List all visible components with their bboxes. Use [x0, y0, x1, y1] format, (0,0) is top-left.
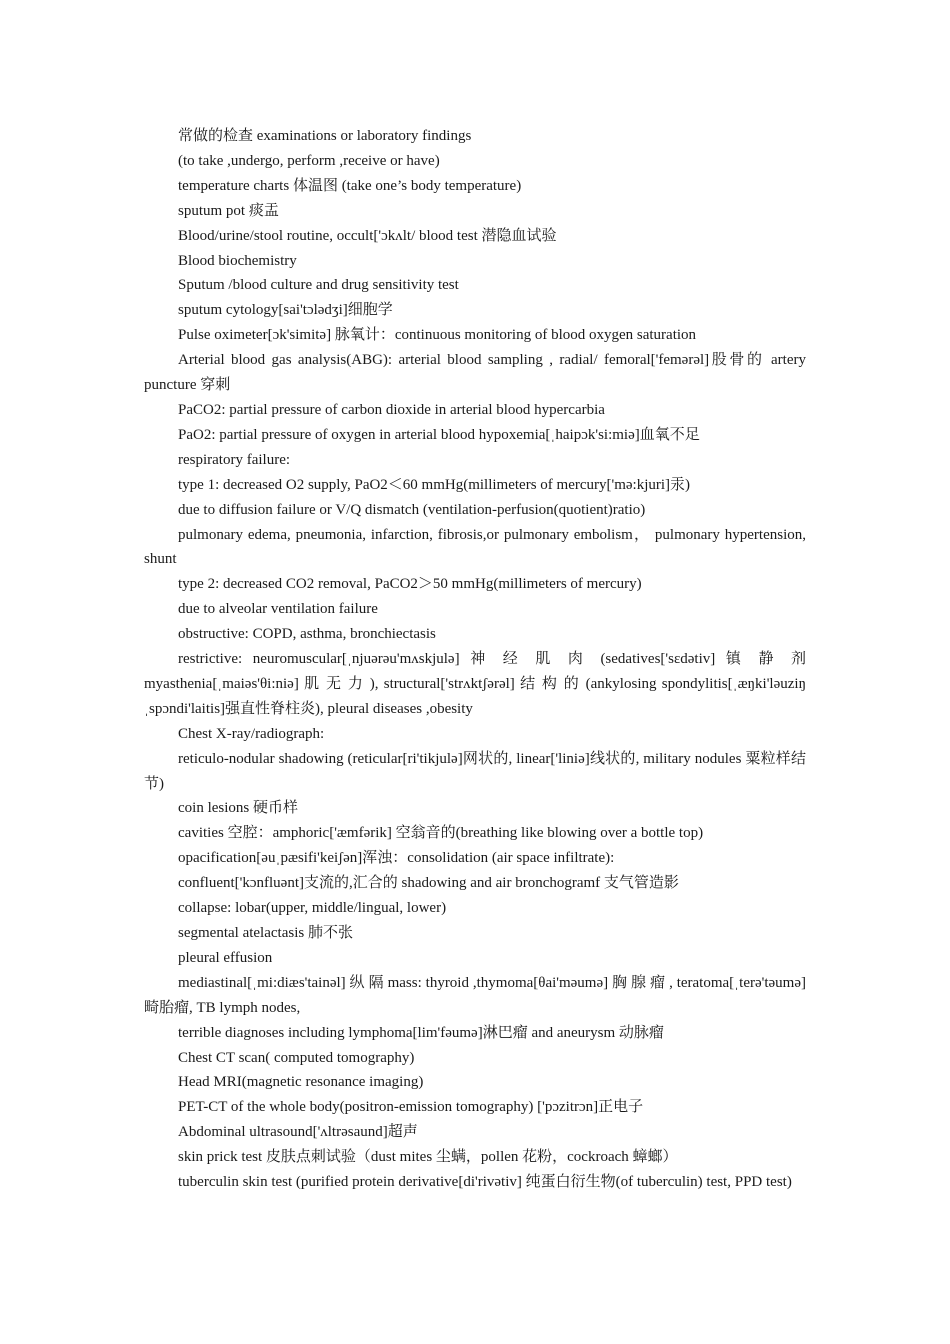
text-line-restrictive: restrictive: neuromuscular[ˌnjuərəu'mʌskjulə] 神 经 肌 肉 (sedatives['sɛdətiv] 镇 静 剂 myasthenia[ˌmaiəs'θi:niə] 肌 无 力 ), structural['strʌktʃərəl] 结 构 的 (ankylosing spondylitis[ˌæŋki'ləuziŋˌspɔndi'laitis]强直性脊柱炎), pleural diseases ,obesity	[144, 651, 806, 717]
text-line-type-2: type 2: decreased CO2 removal, PaCO2＞50 mmHg(millimeters of mercury)	[178, 576, 642, 593]
text-line-pao2: PaO2: partial pressure of oxygen in arterial blood hypoxemia[ˌhaipɔk'si:miə]血氧不足	[178, 426, 700, 443]
document-body	[144, 124, 806, 1195]
text-line-type-1: type 1: decreased O2 supply, PaO2＜60 mmHg(millimeters of mercury['mə:kjuri]汞)	[178, 476, 691, 493]
text-line-collapse: collapse: lobar(upper, middle/lingual, lower)	[178, 900, 447, 917]
text-line-pet-ct: PET-CT of the whole body(positron-emission tomography) ['pɔzitrɔn]正电子	[178, 1099, 644, 1116]
text-line-pulmonary-edema: pulmonary edema, pneumonia, infarction, fibrosis,or pulmonary embolism， pulmonary hypertension, shunt	[144, 526, 806, 568]
text-line-culture-test: Sputum /blood culture and drug sensitivity test	[178, 277, 459, 294]
text-line-chest-xray: Chest X-ray/radiograph:	[178, 725, 325, 742]
text-line-tuberculin-test: tuberculin skin test (purified protein derivative[di'rivətiv] 纯蛋白衍生物(of tuberculin) test, PPD test)	[178, 1174, 792, 1191]
text-line-reticulo-nodular: reticulo-nodular shadowing (reticular[ri'tikjulə]网状的, linear['liniə]线状的, military nodules 粟粒样结节)	[144, 750, 806, 792]
text-line-abdominal-ultrasound: Abdominal ultrasound['ʌltrəsaund]超声	[178, 1124, 418, 1141]
text-line-verbs: (to take ,undergo, perform ,receive or have)	[178, 152, 440, 169]
text-line-examinations-heading: 常做的检查 examinations or laboratory findings	[178, 128, 472, 144]
text-line-paco2: PaCO2: partial pressure of carbon dioxide in arterial blood hypercarbia	[178, 401, 605, 418]
text-line-diffusion-failure: due to diffusion failure or V/Q dismatch (ventilation-perfusion(quotient)ratio)	[178, 501, 646, 518]
text-line-sputum-pot: sputum pot 痰盂	[178, 202, 279, 219]
text-line-temperature-charts: temperature charts 体温图 (take one’s body temperature)	[178, 177, 522, 194]
text-line-head-mri: Head MRI(magnetic resonance imaging)	[178, 1074, 424, 1091]
text-line-mediastinal-mass: mediastinal[ˌmi:diæs'tainəl] 纵 隔 mass: thyroid ,thymoma[θai'məumə] 胸 腺 瘤 , teratoma[ˌterə'təumə]畸胎瘤, TB lymph nodes,	[144, 974, 806, 1016]
text-line-coin-lesions: coin lesions 硬币样	[178, 800, 298, 817]
text-line-blood-biochemistry: Blood biochemistry	[178, 252, 297, 269]
text-line-cavities: cavities 空腔：amphoric['æmfərik] 空翁音的(breathing like blowing over a bottle top)	[178, 825, 704, 842]
text-line-respiratory-failure: respiratory failure:	[178, 451, 291, 468]
text-line-chest-ct: Chest CT scan( computed tomography)	[178, 1049, 415, 1066]
text-line-segmental-atelactasis: segmental atelactasis 肺不张	[178, 925, 353, 941]
text-line-skin-prick-test: skin prick test 皮肤点刺试验（dust mites 尘螨，pollen 花粉，cockroach 蟑螂）	[178, 1149, 678, 1166]
text-line-pulse-oximeter: Pulse oximeter[ɔk'simitə] 脉氧计：continuous monitoring of blood oxygen saturation	[178, 327, 697, 344]
text-line-arterial-blood-gas: Arterial blood gas analysis(ABG): arterial blood sampling , radial/ femoral['femərəl]股骨的 artery puncture 穿刺	[144, 352, 806, 394]
text-line-obstructive: obstructive: COPD, asthma, bronchiectasis	[178, 626, 436, 643]
text-line-pleural-effusion: pleural effusion	[178, 949, 273, 966]
text-line-alveolar-failure: due to alveolar ventilation failure	[178, 601, 378, 618]
text-line-confluent: confluent['kɔnfluənt]支流的,汇合的 shadowing and air bronchogramf 支气管造影	[178, 875, 679, 892]
text-line-blood-routine: Blood/urine/stool routine, occult['ɔkʌlt/ blood test 潜隐血试验	[178, 227, 557, 244]
text-line-sputum-cytology: sputum cytology[sai'tɔlədʒi]细胞学	[178, 302, 393, 319]
text-line-terrible-diagnoses: terrible diagnoses including lymphoma[lim'fəumə]淋巴瘤 and aneurysm 动脉瘤	[178, 1024, 664, 1041]
text-line-opacification: opacification[əuˌpæsifi'keiʃən]浑浊：consolidation (air space infiltrate):	[178, 850, 615, 867]
